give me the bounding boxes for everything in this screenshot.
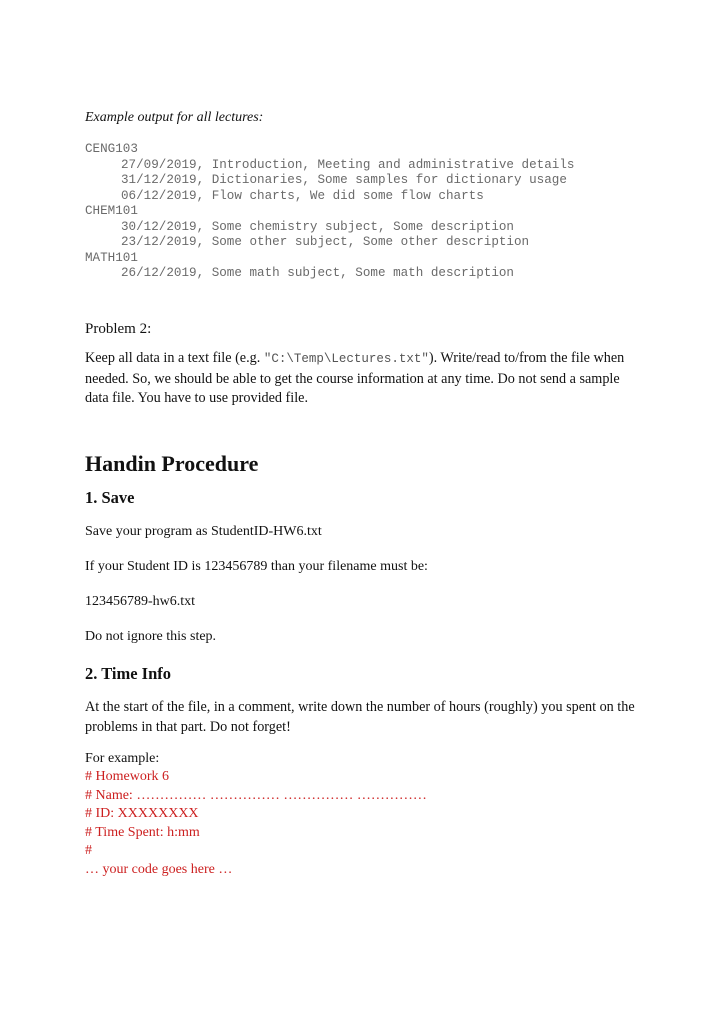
comment-header-example xyxy=(85,768,427,879)
lecture-entry: 26/12/2019, Some math subject, Some math description xyxy=(121,266,514,280)
filename-example: 123456789-hw6.txt xyxy=(85,594,196,609)
lecture-entry: 06/12/2019, Flow charts, We did some flow charts xyxy=(121,188,484,203)
time-info-heading: 2. Time Info xyxy=(85,664,172,683)
problem-2-text-before: Keep all data in a text file (e.g. xyxy=(85,350,264,366)
save-instruction: Save your program as StudentID-HW6.txt xyxy=(85,524,322,539)
save-warning: Do not ignore this step. xyxy=(85,629,217,644)
problem-2-title: Problem 2: xyxy=(85,321,152,337)
example-line-homework: # Homework 6 xyxy=(85,769,169,784)
example-caption: Example output for all lectures: xyxy=(85,110,264,125)
example-line-id: # ID: XXXXXXXX xyxy=(85,806,199,821)
lecture-entry: 30/12/2019, Some chemistry subject, Some description xyxy=(121,219,514,234)
file-path: "C:\Temp\Lectures.txt" xyxy=(263,352,429,366)
save-heading: 1. Save xyxy=(85,488,135,507)
example-line-code-placeholder: … your code goes here … xyxy=(85,861,233,877)
problem-2-description xyxy=(85,349,645,409)
example-line-name: # Name: …………… …………… …………… …………… xyxy=(85,787,427,803)
problem-2-text-after: ). Write/read to/from the file when needed. So, we should be able to get the course information at any time. Do not send a sample data file. You have to use provided file. xyxy=(85,350,625,406)
time-info-paragraph: At the start of the file, in a comment, write down the number of hours (roughly) you spent on the problems in that part. Do not forget! xyxy=(85,699,635,735)
example-line-hash: # xyxy=(85,843,92,858)
handin-procedure-heading: Handin Procedure xyxy=(85,451,259,476)
example-line-time-spent: # Time Spent: h:mm xyxy=(85,824,200,840)
filename-rule: If your Student ID is 123456789 than your filename must be: xyxy=(85,559,428,574)
course-code: CHEM101 xyxy=(85,204,138,218)
lecture-entry: 31/12/2019, Dictionaries, Some samples for dictionary usage xyxy=(121,173,567,187)
course-code: MATH101 xyxy=(85,250,138,265)
example-label: For example: xyxy=(85,751,160,766)
lecture-entry: 23/12/2019, Some other subject, Some other description xyxy=(121,235,530,249)
example-output-block xyxy=(85,142,574,282)
course-code: CENG103 xyxy=(85,142,138,156)
lecture-entry: 27/09/2019, Introduction, Meeting and administrative details xyxy=(121,157,575,172)
